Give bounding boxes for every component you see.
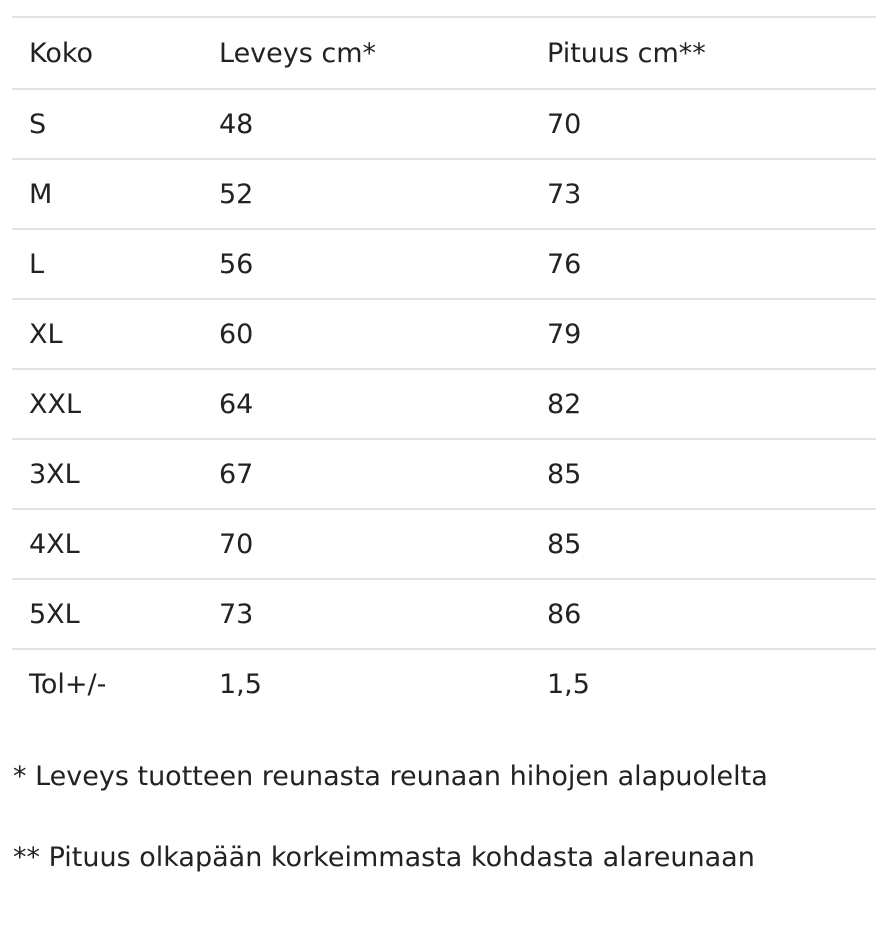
table-row — [12, 649, 876, 719]
table-row — [12, 439, 876, 509]
cell-length: 76 — [530, 229, 876, 299]
cell-size: XXL — [12, 369, 202, 439]
cell-width: 1,5 — [202, 649, 530, 719]
cell-size: Tol+/- — [12, 649, 202, 719]
cell-width: 70 — [202, 509, 530, 579]
header-width: Leveys cm* — [202, 17, 530, 89]
cell-length: 79 — [530, 299, 876, 369]
table-row — [12, 89, 876, 159]
cell-length: 1,5 — [530, 649, 876, 719]
table-row — [12, 579, 876, 649]
cell-width: 64 — [202, 369, 530, 439]
cell-width: 60 — [202, 299, 530, 369]
length-footnote: ** Pituus olkapään korkeimmasta kohdasta alareunaan — [13, 842, 755, 873]
cell-size: 5XL — [12, 579, 202, 649]
cell-width: 73 — [202, 579, 530, 649]
cell-length: 86 — [530, 579, 876, 649]
cell-width: 56 — [202, 229, 530, 299]
cell-size: XL — [12, 299, 202, 369]
header-size: Koko — [12, 17, 202, 89]
header-length: Pituus cm** — [530, 17, 876, 89]
cell-width: 48 — [202, 89, 530, 159]
table-row — [12, 369, 876, 439]
table-row — [12, 509, 876, 579]
cell-size: 3XL — [12, 439, 202, 509]
table-row — [12, 229, 876, 299]
cell-size: M — [12, 159, 202, 229]
cell-length: 85 — [530, 439, 876, 509]
cell-length: 73 — [530, 159, 876, 229]
cell-length: 70 — [530, 89, 876, 159]
cell-width: 67 — [202, 439, 530, 509]
cell-size: L — [12, 229, 202, 299]
cell-width: 52 — [202, 159, 530, 229]
table-row — [12, 299, 876, 369]
cell-length: 82 — [530, 369, 876, 439]
table-header-row — [12, 17, 876, 89]
cell-length: 85 — [530, 509, 876, 579]
table-row — [12, 159, 876, 229]
cell-size: 4XL — [12, 509, 202, 579]
width-footnote: * Leveys tuotteen reunasta reunaan hihojen alapuolelta — [13, 761, 768, 792]
cell-size: S — [12, 89, 202, 159]
size-chart-table — [12, 16, 876, 719]
